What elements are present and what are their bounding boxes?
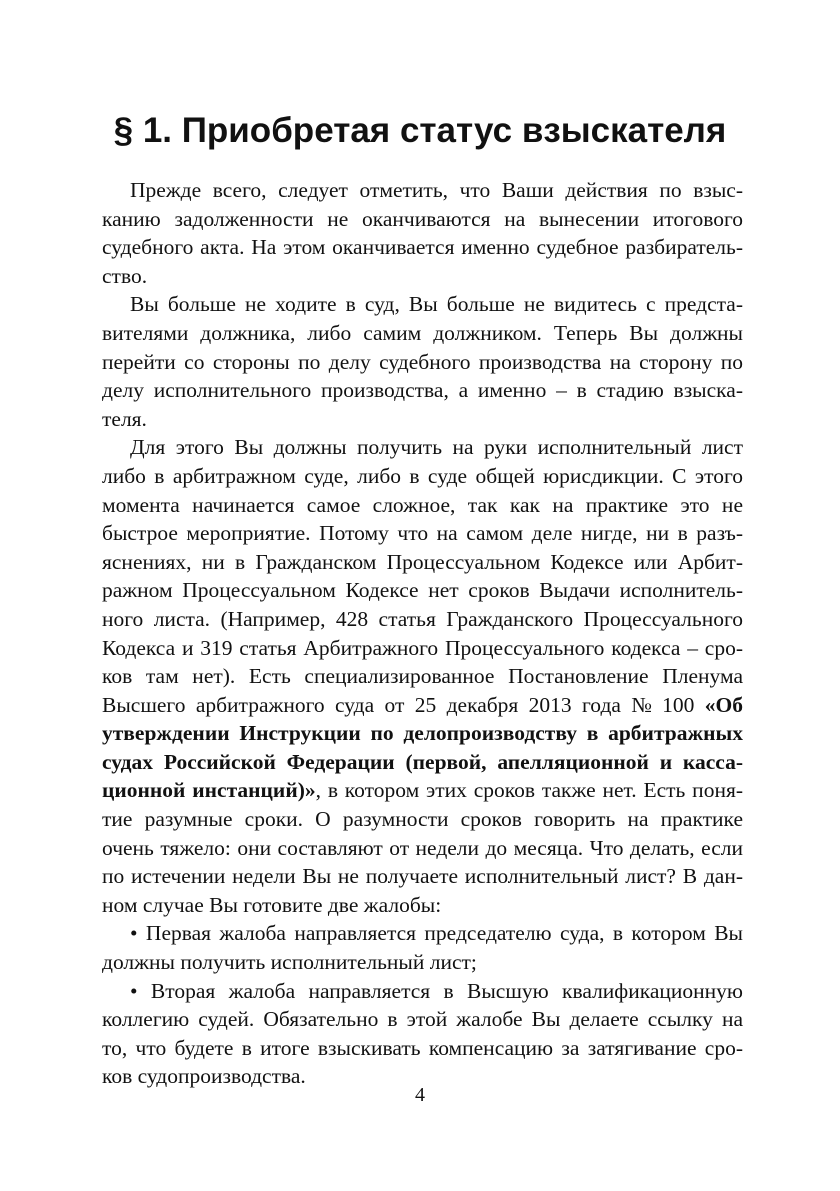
- text-line: [102, 319, 743, 348]
- paragraph: [102, 290, 743, 433]
- text-line: [102, 605, 743, 634]
- text-segment: момента начинается самое сложное, так как на практике это не: [102, 492, 743, 517]
- paragraph: [102, 433, 743, 919]
- text-line: [102, 891, 743, 920]
- text-segment: делу исполнительного производства, а именно – в стадию взыска-: [102, 378, 743, 403]
- text-line: [102, 634, 743, 663]
- bold-text: ционной инстанций)»: [102, 778, 316, 803]
- text-line: [102, 548, 743, 577]
- bold-text: судах Российской Федерации (первой, апелляционной и касса-: [102, 749, 743, 774]
- paragraph: [102, 176, 743, 290]
- text-segment: , в котором этих сроков также нет. Есть поня-: [315, 778, 743, 803]
- text-segment: Кодекса и 319 статья Арбитражного Процессуального кодекса – сро-: [102, 635, 743, 660]
- text-line: [102, 1005, 743, 1034]
- text-line: [102, 691, 743, 720]
- text-segment: ков судопроизводства.: [102, 1064, 306, 1089]
- text-line: [102, 576, 743, 605]
- text-segment: по истечении недели Вы не получаете исполнительный лист? В дан-: [102, 864, 743, 889]
- text-line: [102, 176, 743, 205]
- text-line: [102, 1034, 743, 1063]
- text-segment: ражном Процессуальном Кодексе нет сроков Выдачи исполнитель-: [102, 578, 743, 603]
- text-line: [102, 977, 743, 1006]
- text-segment: яснениях, ни в Гражданском Процессуальном Кодексе или Арбит-: [102, 549, 743, 574]
- text-line: [102, 776, 743, 805]
- text-segment: очень тяжело: они составляют от недели до месяца. Что делать, если: [102, 835, 743, 860]
- text-line: [102, 405, 743, 434]
- text-line: [102, 433, 743, 462]
- text-line: [102, 862, 743, 891]
- text-line: [102, 262, 743, 291]
- paragraph: [102, 919, 743, 976]
- text-segment: Вы больше не ходите в суд, Вы больше не видитесь с предста-: [130, 292, 743, 317]
- text-line: [102, 948, 743, 977]
- section-title: § 1. Приобретая статус взыскателя: [113, 111, 727, 150]
- text-segment: должны получить исполнительный лист;: [102, 950, 477, 975]
- text-segment: Высшего арбитражного суда от 25 декабря 2013 года № 100: [102, 692, 705, 717]
- text-segment: либо в арбитражном суде, либо в суде общей юрисдикции. С этого: [102, 463, 743, 488]
- text-line: [102, 919, 743, 948]
- text-segment: перейти со стороны по делу судебного производства на сторону по: [102, 349, 743, 374]
- bold-text: утверждении Инструкции по делопроизводству в арбитражных: [102, 721, 743, 746]
- paragraph: [102, 977, 743, 1091]
- text-line: [102, 233, 743, 262]
- text-line: [102, 805, 743, 834]
- text-segment: коллегию судей. Обязательно в этой жалобе Вы делаете ссылку на: [102, 1007, 743, 1032]
- text-line: [102, 290, 743, 319]
- page-number: 4: [415, 1084, 425, 1106]
- text-line: [102, 348, 743, 377]
- text-line: [102, 491, 743, 520]
- text-segment: судебного акта. На этом оканчивается именно судебное разбиратель-: [102, 235, 743, 260]
- text-line: [102, 376, 743, 405]
- text-segment: ков там нет). Есть специализированное Постановление Пленума: [102, 664, 743, 689]
- text-segment: теля.: [102, 406, 147, 431]
- text-segment: ного листа. (Например, 428 статья Гражданского Процессуального: [102, 606, 743, 631]
- text-segment: ном случае Вы готовите две жалобы:: [102, 892, 442, 917]
- text-line: [102, 834, 743, 863]
- text-line: [102, 462, 743, 491]
- text-segment: • Первая жалоба направляется председателю суда, в котором Вы: [130, 921, 743, 946]
- text-line: [102, 662, 743, 691]
- text-segment: то, что будете в итоге взыскивать компенсацию за затягивание сро-: [102, 1035, 743, 1060]
- text-segment: ство.: [102, 263, 148, 288]
- bold-text: «Об: [704, 692, 743, 717]
- text-line: [102, 719, 743, 748]
- body-text: [102, 176, 743, 1091]
- text-segment: канию задолженности не оканчиваются на вынесении итогового: [102, 206, 743, 231]
- text-line: [102, 205, 743, 234]
- text-segment: быстрое мероприятие. Потому что на самом деле нигде, ни в разъ-: [102, 521, 743, 546]
- text-segment: вителями должника, либо самим должником. Теперь Вы должны: [102, 320, 743, 345]
- text-segment: тие разумные сроки. О разумности сроков говорить на практике: [102, 807, 743, 832]
- text-line: [102, 519, 743, 548]
- text-segment: Для этого Вы должны получить на руки исполнительный лист: [130, 435, 743, 460]
- text-segment: • Вторая жалоба направляется в Высшую квалификационную: [130, 978, 743, 1003]
- text-segment: Прежде всего, следует отметить, что Ваши действия по взыс-: [130, 178, 743, 202]
- text-line: [102, 748, 743, 777]
